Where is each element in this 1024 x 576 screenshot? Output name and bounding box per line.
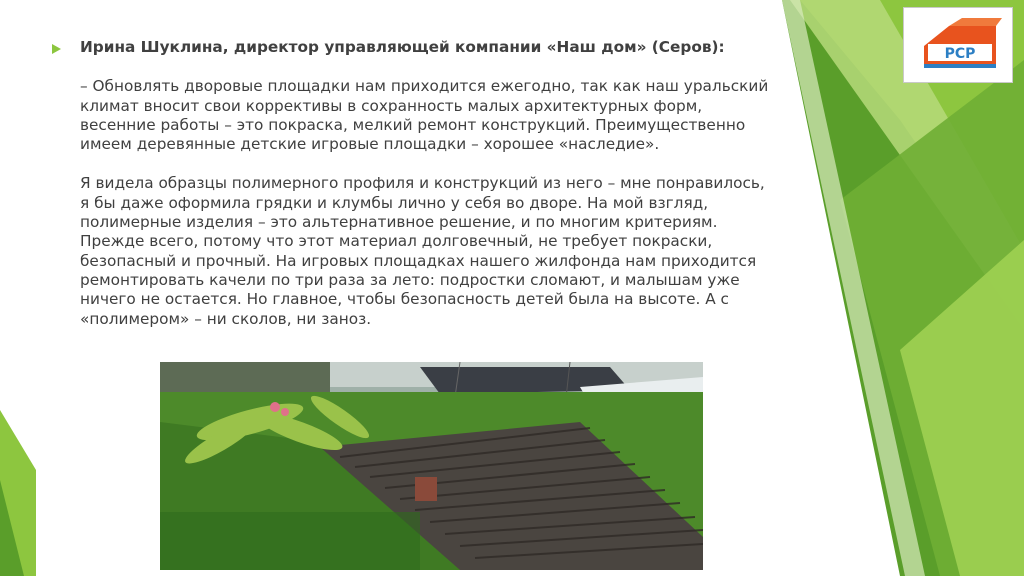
quote-paragraph-1: – Обновлять дворовые площадки нам приходится ежегодно, так как наш уральский климат вносит свои коррективы в сохранность малых архитектурных форм, весенние работы – это покраска, мелкий ремонт конструкций. Преимущественно имеем деревянные детские игровые площадки – хорошее «наследие». xyxy=(80,77,769,154)
quote-text-block xyxy=(80,38,770,329)
logo-text: PCP xyxy=(944,46,976,62)
quote-heading: Ирина Шуклина, директор управляющей компании «Наш дом» (Серов): xyxy=(80,38,725,56)
logo-tagline-bar xyxy=(924,64,996,68)
company-logo xyxy=(903,7,1013,83)
logo-graphic xyxy=(904,8,1014,84)
bullet-arrow-icon xyxy=(52,44,61,54)
quote-paragraph-2: Я видела образцы полимерного профиля и конструкций из него – мне понравилось, я бы даже оформила грядки и клумбы лично у себя во дворе. На мой взгляд, полимерные изделия – это альтернативное решение, и по многим критериям. Прежде всего, потому что этот материал долговечный, не требует покраски, безопасный и прочный. На игровых площадках нашего жилфонда нам приходится ремонтировать качели по три раза за лето: подростки сломают, и малышам уже ничего не остается. Но главное, чтобы безопасность детей была на высоте. А с «полимером» – ни сколов, ни заноз. xyxy=(80,174,765,328)
boardwalk-photo xyxy=(160,362,703,570)
